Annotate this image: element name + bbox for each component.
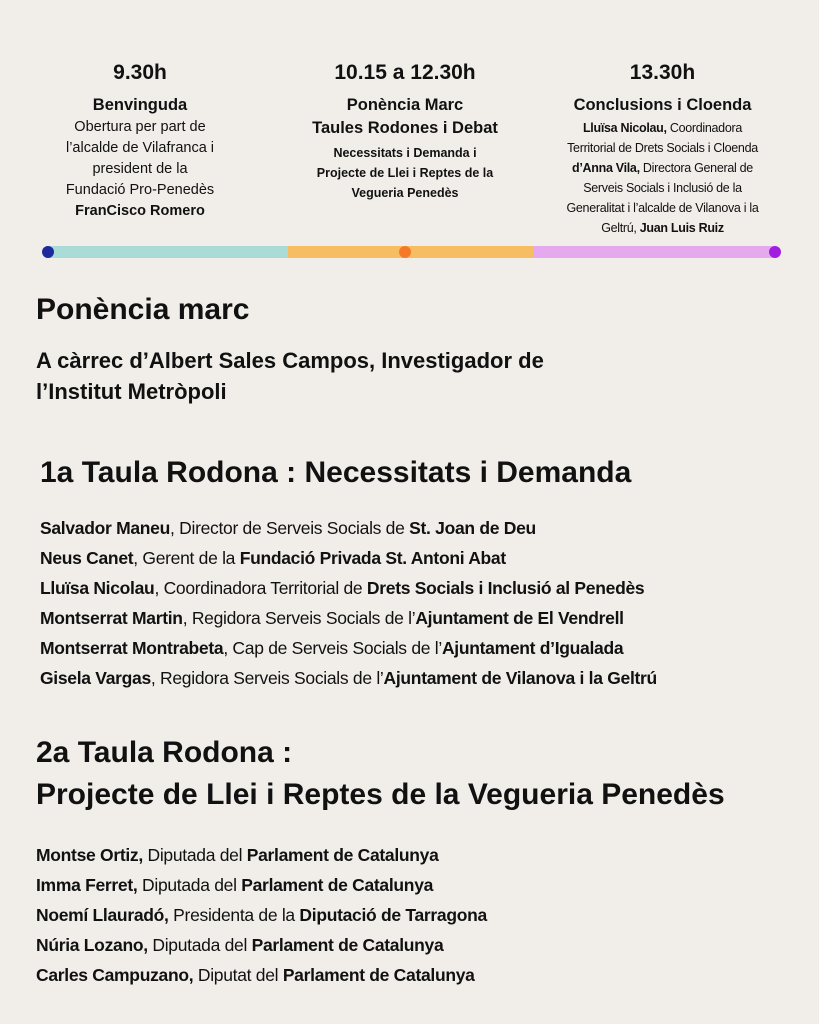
ponencia-heading: Ponència marc	[36, 293, 250, 326]
list-item	[36, 870, 487, 900]
closing-speaker: Lluïsa Nicolau,	[582, 121, 667, 135]
participant-role: Diputada del	[142, 845, 247, 865]
participant-org: Parlament de Catalunya	[241, 875, 434, 895]
list-item	[40, 543, 657, 573]
participant-name: Imma Ferret,	[36, 875, 138, 895]
sessions-topic-line: Projecte de Llei i Reptes de la	[316, 166, 494, 180]
sessions-subtitle: Taules Rodones i Debat	[312, 119, 498, 137]
list-item	[36, 840, 487, 870]
closing-line: Serveis Socials i Inclusió de la	[583, 181, 742, 195]
participant-org: St. Joan de Deu	[409, 518, 536, 538]
timeline-end-dot	[769, 246, 781, 258]
list-item	[36, 930, 487, 960]
closing-line: Territorial de Drets Socials i Cloenda	[567, 141, 758, 155]
participant-org: Ajuntament d’Igualada	[441, 638, 624, 658]
welcome-time: 9.30h	[113, 61, 167, 84]
schedule-welcome	[40, 60, 240, 222]
welcome-desc-line: Fundació Pro-Penedès	[65, 182, 215, 198]
participant-org: Fundació Privada St. Antoni Abat	[239, 548, 506, 568]
participant-org: Parlament de Catalunya	[282, 965, 475, 985]
timeline-mid-dot	[399, 246, 411, 258]
participant-role: , Gerent de la	[133, 548, 240, 568]
closing-line	[530, 158, 795, 178]
timeline-segment-sessions	[288, 246, 534, 258]
welcome-desc-line: Obertura per part de	[74, 119, 206, 135]
participant-name: Neus Canet	[40, 548, 134, 568]
participant-role: Diputat del	[193, 965, 283, 985]
participant-name: Montse Ortiz,	[36, 845, 143, 865]
welcome-speaker: FranCisco Romero	[75, 203, 205, 219]
list-item	[40, 633, 657, 663]
participant-org: Ajuntament de El Vendrell	[415, 608, 624, 628]
ponencia-line: l’Institut Metròpoli	[36, 379, 227, 404]
sessions-topic-line: Vegueria Penedès	[351, 186, 459, 200]
list-item	[36, 900, 487, 930]
schedule-sessions	[290, 60, 520, 203]
participant-name: Carles Campuzano,	[36, 965, 194, 985]
closing-title: Conclusions i Cloenda	[573, 96, 752, 114]
closing-text: Directora General de	[639, 161, 753, 175]
closing-line	[530, 118, 795, 138]
sessions-topic-line: Necessitats i Demanda i	[333, 146, 477, 160]
ponencia-speaker	[36, 345, 756, 407]
closing-speaker: d’Anna Vila,	[572, 161, 640, 175]
sessions-title: Ponència Marc	[346, 96, 464, 114]
participant-name: Lluïsa Nicolau	[40, 578, 155, 598]
participant-name: Montserrat Montrabeta	[40, 638, 224, 658]
participant-role: Presidenta de la	[168, 905, 300, 925]
taula2-subheading: Projecte de Llei i Reptes de la Vegueria Penedès	[36, 778, 725, 811]
participant-org: Drets Socials i Inclusió al Penedès	[366, 578, 645, 598]
taula1-list	[40, 513, 657, 693]
taula1-heading: 1a Taula Rodona : Necessitats i Demanda	[40, 456, 632, 489]
welcome-desc-line: l’alcalde de Vilafranca i	[65, 140, 215, 156]
welcome-desc-line: president de la	[92, 161, 188, 177]
participant-org: Parlament de Catalunya	[251, 935, 444, 955]
list-item	[40, 603, 657, 633]
participant-name: Montserrat Martin	[40, 608, 183, 628]
closing-time: 13.30h	[629, 61, 696, 84]
participant-role: , Regidora Serveis Socials de l’	[182, 608, 416, 628]
timeline-segment-closing	[534, 246, 774, 258]
list-item	[36, 960, 487, 990]
list-item	[40, 573, 657, 603]
closing-text: Coordinadora	[666, 121, 743, 135]
participant-name: Gisela Vargas	[40, 668, 151, 688]
timeline-bar	[42, 246, 781, 258]
closing-text: Geltrú,	[601, 221, 640, 235]
participant-name: Noemí Llauradó,	[36, 905, 169, 925]
participant-name: Núria Lozano,	[36, 935, 148, 955]
closing-speaker: Juan Luis Ruiz	[639, 221, 724, 235]
ponencia-line: A càrrec d’Albert Sales Campos, Investigador de	[36, 348, 544, 373]
taula2-heading: 2a Taula Rodona :	[36, 736, 293, 769]
timeline-segment-welcome	[46, 246, 292, 258]
schedule-closing	[530, 60, 795, 238]
participant-role: Diputada del	[137, 875, 242, 895]
list-item	[40, 513, 657, 543]
participant-role: , Coordinadora Territorial de	[154, 578, 367, 598]
list-item	[40, 663, 657, 693]
welcome-title: Benvinguda	[92, 96, 188, 114]
closing-line: Generalitat i l’alcalde de Vilanova i la	[566, 201, 759, 215]
participant-role: , Director de Serveis Socials de	[170, 518, 410, 538]
participant-role: , Regidora Serveis Socials de l’	[150, 668, 384, 688]
participant-role: , Cap de Serveis Socials de l’	[223, 638, 442, 658]
participant-org: Parlament de Catalunya	[246, 845, 439, 865]
timeline-start-dot	[42, 246, 54, 258]
participant-role: Diputada del	[147, 935, 252, 955]
participant-org: Ajuntament de Vilanova i la Geltrú	[383, 668, 657, 688]
participant-org: Diputació de Tarragona	[299, 905, 487, 925]
sessions-time: 10.15 a 12.30h	[334, 61, 476, 84]
participant-name: Salvador Maneu	[40, 518, 171, 538]
closing-line	[530, 218, 795, 238]
taula2-list	[36, 840, 487, 990]
